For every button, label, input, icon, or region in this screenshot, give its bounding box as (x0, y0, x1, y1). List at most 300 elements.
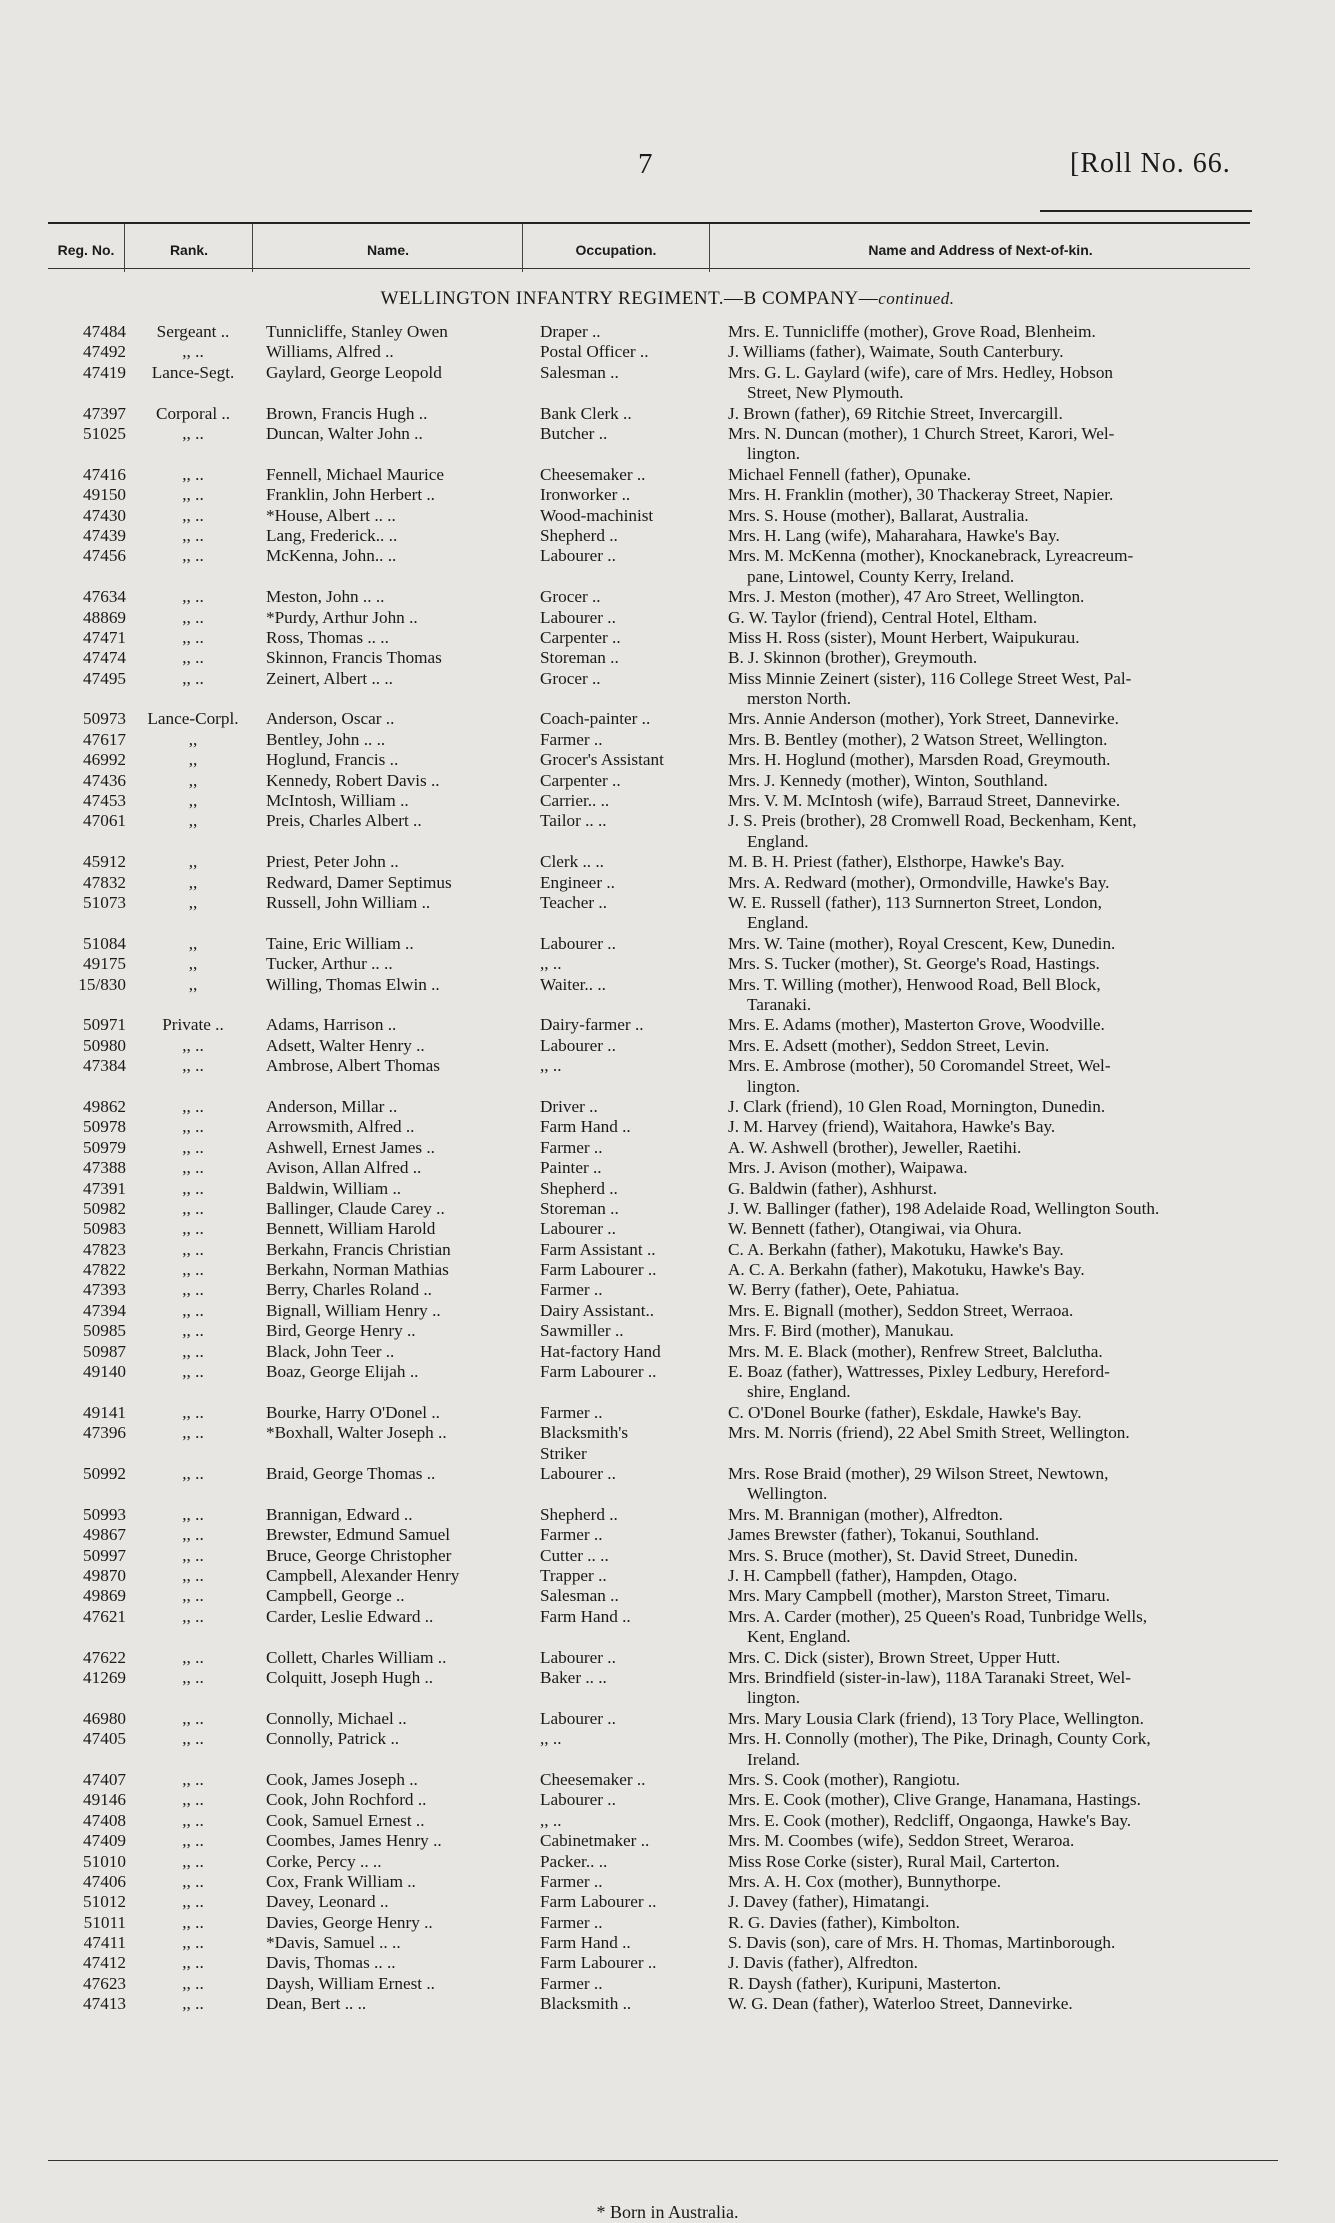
rank: ,, .. (182, 1239, 204, 1259)
soldier-name: Bentley, John .. .. (266, 729, 386, 749)
rank: ,, .. (182, 1158, 204, 1178)
soldier-name: Cook, James Joseph .. (266, 1769, 418, 1789)
rank: ,, .. (182, 1729, 204, 1749)
occupation: Labourer .. (540, 1708, 616, 1728)
occupation: Storeman .. (540, 1198, 619, 1218)
table-row (0, 342, 1335, 362)
soldier-name: Berkahn, Norman Mathias (266, 1260, 449, 1280)
reg-number: 45912 (83, 852, 126, 872)
soldier-name: Arrowsmith, Alfred .. (266, 1117, 415, 1137)
occupation: Farm Hand .. (540, 1117, 631, 1137)
reg-number: 47492 (83, 342, 126, 362)
rank: ,, .. (182, 1667, 204, 1687)
soldier-name: Anderson, Millar .. (266, 1096, 398, 1116)
rank: ,, (188, 729, 198, 749)
next-of-kin-continued: lington. (747, 1076, 800, 1096)
table-row (0, 1994, 1335, 2014)
occupation: Waiter.. .. (540, 974, 606, 994)
rank: ,, .. (182, 1851, 204, 1871)
next-of-kin-continued: Wellington. (747, 1484, 828, 1504)
next-of-kin: Mrs. Annie Anderson (mother), York Street, Dannevirke. (728, 709, 1119, 729)
next-of-kin: M. B. H. Priest (father), Elsthorpe, Hawke's Bay. (728, 852, 1065, 872)
soldier-name: Duncan, Walter John .. (266, 423, 423, 443)
table-row (0, 954, 1335, 974)
table-row (0, 1913, 1335, 1933)
soldier-name: Bird, George Henry .. (266, 1321, 416, 1341)
soldier-name: Preis, Charles Albert .. (266, 811, 422, 831)
reg-number: 50987 (83, 1341, 126, 1361)
soldier-name: Colquitt, Joseph Hugh .. (266, 1667, 434, 1687)
soldier-name: Cook, John Rochford .. (266, 1790, 427, 1810)
next-of-kin: Mrs. B. Bentley (mother), 2 Watson Street, Wellington. (728, 729, 1108, 749)
occupation: Farmer .. (540, 1137, 603, 1157)
table-row (0, 404, 1335, 424)
roll-label: [Roll No. 66. (1070, 148, 1231, 179)
occupation: Labourer .. (540, 607, 616, 627)
next-of-kin: Mrs. M. Brannigan (mother), Alfredton. (728, 1504, 1003, 1524)
occupation: Engineer .. (540, 872, 615, 892)
rank: Private .. (162, 1015, 224, 1035)
rank: ,, .. (182, 1321, 204, 1341)
table-row (0, 1668, 1335, 1709)
next-of-kin: Mrs. Brindfield (sister-in-law), 118A Taranaki Street, Wel- (728, 1667, 1131, 1687)
occupation: Teacher .. (540, 893, 608, 913)
next-of-kin: Michael Fennell (father), Opunake. (728, 464, 971, 484)
soldier-name: Collett, Charles William .. (266, 1647, 447, 1667)
soldier-name: Williams, Alfred .. (266, 342, 394, 362)
occupation: Carrier.. .. (540, 791, 610, 811)
table-row (0, 1464, 1335, 1505)
occupation: Draper .. (540, 322, 601, 341)
soldier-name: Brewster, Edmund Samuel (266, 1525, 451, 1545)
next-of-kin: Mrs. Rose Braid (mother), 29 Wilson Street, Newtown, (728, 1464, 1109, 1484)
next-of-kin: Mrs. S. House (mother), Ballarat, Australia. (728, 505, 1029, 525)
table-row (0, 1566, 1335, 1586)
soldier-name: Ballinger, Claude Carey .. (266, 1198, 445, 1218)
occupation: Grocer .. (540, 668, 601, 688)
next-of-kin: C. O'Donel Bourke (father), Eskdale, Hawke's Bay. (728, 1402, 1082, 1422)
table-row (0, 852, 1335, 872)
table-row (0, 1423, 1335, 1464)
table-row (0, 1790, 1335, 1810)
next-of-kin: Mrs. H. Lang (wife), Maharahara, Hawke's Bay. (728, 525, 1060, 545)
rank: ,, .. (182, 587, 204, 607)
reg-number: 47436 (83, 770, 126, 790)
table-row (0, 546, 1335, 587)
next-of-kin: Mrs. H. Hoglund (mother), Marsden Road, Greymouth. (728, 750, 1111, 770)
next-of-kin: A. C. A. Berkahn (father), Makotuku, Hawke's Bay. (728, 1260, 1085, 1280)
table-row (0, 1097, 1335, 1117)
column-divider (124, 224, 125, 272)
reg-number: 41269 (83, 1667, 126, 1687)
table-row (0, 1260, 1335, 1280)
rank: ,, .. (182, 1260, 204, 1280)
soldier-name: Taine, Eric William .. (266, 933, 414, 953)
reg-number: 47439 (83, 525, 126, 545)
rank: ,, .. (182, 1096, 204, 1116)
reg-number: 46980 (83, 1708, 126, 1728)
rank: ,, (188, 974, 198, 994)
reg-number: 47822 (83, 1260, 126, 1280)
next-of-kin: J. M. Harvey (friend), Waitahora, Hawke's Bay. (728, 1117, 1056, 1137)
occupation: Blacksmith .. (540, 1994, 632, 2014)
occupation: Dairy-farmer .. (540, 1015, 644, 1035)
soldier-name: Bennett, William Harold (266, 1219, 436, 1239)
table-row (0, 1770, 1335, 1790)
reg-number: 47405 (83, 1729, 126, 1749)
reg-number: 47396 (83, 1423, 126, 1443)
table-row (0, 1280, 1335, 1300)
reg-number: 47832 (83, 872, 126, 892)
reg-number: 47394 (83, 1300, 126, 1320)
next-of-kin: J. S. Preis (brother), 28 Cromwell Road, Beckenham, Kent, (728, 811, 1137, 831)
reg-number: 47617 (83, 729, 126, 749)
occupation: Labourer .. (540, 1464, 616, 1484)
next-of-kin: R. G. Davies (father), Kimbolton. (728, 1912, 960, 1932)
rank: Corporal .. (156, 403, 230, 423)
reg-number: 49867 (83, 1525, 126, 1545)
rank: ,, .. (182, 1606, 204, 1626)
next-of-kin: Mrs. A. Carder (mother), 25 Queen's Road, Tunbridge Wells, (728, 1606, 1148, 1626)
occupation: Salesman .. (540, 362, 619, 382)
reg-number: 48869 (83, 607, 126, 627)
reg-number: 49150 (83, 485, 126, 505)
reg-number: 47474 (83, 648, 126, 668)
next-of-kin-continued: pane, Lintowel, County Kerry, Ireland. (747, 566, 1015, 586)
next-of-kin: J. Brown (father), 69 Ritchie Street, Invercargill. (728, 403, 1063, 423)
next-of-kin: Mrs. M. E. Black (mother), Renfrew Street, Balclutha. (728, 1341, 1103, 1361)
table-row (0, 1321, 1335, 1341)
next-of-kin: Mrs. J. Avison (mother), Waipawa. (728, 1158, 968, 1178)
next-of-kin: J. H. Campbell (father), Hampden, Otago. (728, 1566, 1018, 1585)
next-of-kin: J. W. Ballinger (father), 198 Adelaide Road, Wellington South. (728, 1198, 1160, 1218)
soldier-name: Franklin, John Herbert .. (266, 485, 435, 505)
next-of-kin: Mrs. A. H. Cox (mother), Bunnythorpe. (728, 1871, 1002, 1891)
rank: ,, .. (182, 607, 204, 627)
table-row (0, 1872, 1335, 1892)
table-row (0, 1525, 1335, 1545)
column-header-name: Name. (366, 242, 410, 258)
soldier-name: Adsett, Walter Henry .. (266, 1035, 425, 1055)
rank: ,, .. (182, 505, 204, 525)
occupation: Cheesemaker .. (540, 464, 646, 484)
occupation: Packer.. .. (540, 1851, 608, 1871)
column-divider (709, 224, 710, 272)
next-of-kin: R. Daysh (father), Kuripuni, Masterton. (728, 1973, 1002, 1993)
table-row (0, 975, 1335, 1016)
reg-number: 50985 (83, 1321, 126, 1341)
next-of-kin: Mrs. S. Cook (mother), Rangiotu. (728, 1769, 961, 1789)
soldier-name: Davey, Leonard .. (266, 1892, 389, 1912)
occupation: Blacksmith's (540, 1423, 629, 1443)
soldier-name: Lang, Frederick.. .. (266, 525, 398, 545)
next-of-kin: Mrs. S. Bruce (mother), St. David Street, Dunedin. (728, 1545, 1078, 1565)
table-row (0, 424, 1335, 465)
occupation: Labourer .. (540, 933, 616, 953)
next-of-kin: Mrs. M. Coombes (wife), Seddon Street, Weraroa. (728, 1831, 1075, 1851)
table-row (0, 893, 1335, 934)
next-of-kin: W. Bennett (father), Otangiwai, via Ohura. (728, 1219, 1022, 1239)
next-of-kin: Mrs. E. Ambrose (mother), 50 Coromandel Street, Wel- (728, 1056, 1111, 1076)
soldier-name: Willing, Thomas Elwin .. (266, 974, 440, 994)
occupation: Cheesemaker .. (540, 1769, 646, 1789)
next-of-kin-continued: shire, England. (747, 1382, 851, 1402)
header-top-rule (48, 222, 1250, 224)
soldier-name: Hoglund, Francis .. (266, 750, 399, 770)
table-row (0, 1219, 1335, 1239)
next-of-kin: W. Berry (father), Oete, Pahiatua. (728, 1280, 960, 1300)
table-row (0, 1138, 1335, 1158)
table-row (0, 1648, 1335, 1668)
reg-number: 51011 (83, 1912, 126, 1932)
next-of-kin: G. Baldwin (father), Ashhurst. (728, 1178, 938, 1198)
table-row (0, 648, 1335, 668)
next-of-kin: James Brewster (father), Tokanui, Southland. (728, 1525, 1040, 1545)
footnote: * Born in Australia. (596, 2202, 739, 2222)
rank: ,, (188, 933, 198, 953)
occupation: Carpenter .. (540, 770, 621, 790)
rank: ,, .. (182, 1912, 204, 1932)
occupation: ,, .. (540, 954, 562, 974)
roll-table (0, 322, 1335, 2015)
table-row (0, 1933, 1335, 1953)
next-of-kin-continued: England. (747, 913, 809, 933)
next-of-kin: Mrs. H. Connolly (mother), The Pike, Drinagh, County Cork, (728, 1729, 1151, 1749)
rank: ,, .. (182, 1219, 204, 1239)
rank: ,, .. (182, 1341, 204, 1361)
column-header-rank: Rank. (169, 242, 209, 258)
next-of-kin: W. E. Russell (father), 113 Surnnerton Street, London, (728, 893, 1102, 913)
next-of-kin: J. Clark (friend), 10 Glen Road, Mornington, Dunedin. (728, 1096, 1106, 1116)
next-of-kin: B. J. Skinnon (brother), Greymouth. (728, 648, 978, 668)
soldier-name: Meston, John .. .. (266, 587, 385, 607)
table-row (0, 628, 1335, 648)
rank: ,, .. (182, 1769, 204, 1789)
table-row (0, 1974, 1335, 1994)
reg-number: 47384 (83, 1056, 126, 1076)
table-row (0, 873, 1335, 893)
next-of-kin: Mrs. E. Bignall (mother), Seddon Street, Werraoa. (728, 1300, 1074, 1320)
soldier-name: Tucker, Arthur .. .. (266, 954, 393, 974)
reg-number: 47408 (83, 1810, 126, 1830)
rank: ,, .. (182, 1708, 204, 1728)
rank: ,, .. (182, 1137, 204, 1157)
soldier-name: Bruce, George Christopher (266, 1545, 452, 1565)
table-row (0, 322, 1335, 342)
next-of-kin: Mrs. Mary Lousia Clark (friend), 13 Tory Place, Wellington. (728, 1708, 1144, 1728)
table-row (0, 730, 1335, 750)
next-of-kin: S. Davis (son), care of Mrs. H. Thomas, Martinborough. (728, 1933, 1116, 1953)
rank: Lance-Segt. (151, 362, 235, 382)
occupation-continued: Striker (540, 1443, 587, 1463)
soldier-name: Zeinert, Albert .. .. (266, 668, 393, 688)
rank: ,, .. (182, 668, 204, 688)
soldier-name: Anderson, Oscar .. (266, 709, 395, 729)
occupation: Farmer .. (540, 1280, 603, 1300)
reg-number: 51073 (83, 893, 126, 913)
next-of-kin: Mrs. M. McKenna (mother), Knockanebrack, Lyreacreum- (728, 546, 1134, 566)
rank: ,, .. (182, 1300, 204, 1320)
soldier-name: McKenna, John.. .. (266, 546, 397, 566)
soldier-name: Priest, Peter John .. (266, 852, 399, 872)
reg-number: 47430 (83, 505, 126, 525)
next-of-kin: Mrs. J. Meston (mother), 47 Aro Street, Wellington. (728, 587, 1085, 607)
soldier-name: Braid, George Thomas .. (266, 1464, 436, 1484)
reg-number: 47409 (83, 1831, 126, 1851)
occupation: Farmer .. (540, 1871, 603, 1891)
reg-number: 50982 (83, 1198, 126, 1218)
occupation: Baker .. .. (540, 1667, 607, 1687)
occupation: Farm Assistant .. (540, 1239, 656, 1259)
reg-number: 47406 (83, 1871, 126, 1891)
top-rule-short (1040, 210, 1252, 212)
occupation: Grocer .. (540, 587, 601, 607)
occupation: Clerk .. .. (540, 852, 604, 872)
table-row (0, 1403, 1335, 1423)
occupation: Ironworker .. (540, 485, 631, 505)
table-row (0, 1036, 1335, 1056)
table-row (0, 1729, 1335, 1770)
next-of-kin: Mrs. C. Dick (sister), Brown Street, Upper Hutt. (728, 1647, 1061, 1667)
occupation: Dairy Assistant.. (540, 1300, 655, 1320)
soldier-name: Dean, Bert .. .. (266, 1994, 367, 2014)
soldier-name: *House, Albert .. .. (266, 505, 396, 525)
rank: ,, .. (182, 1831, 204, 1851)
table-row (0, 1953, 1335, 1973)
table-row (0, 526, 1335, 546)
reg-number: 51025 (83, 423, 126, 443)
reg-number: 50997 (83, 1545, 126, 1565)
soldier-name: Fennell, Michael Maurice (266, 464, 445, 484)
table-row (0, 669, 1335, 710)
next-of-kin: Mrs. E. Cook (mother), Redcliff, Ongaonga, Hawke's Bay. (728, 1810, 1132, 1830)
next-of-kin-continued: Kent, England. (747, 1627, 851, 1647)
rank: ,, (188, 770, 198, 790)
table-row (0, 1831, 1335, 1851)
occupation: Labourer .. (540, 1790, 616, 1810)
soldier-name: Berkahn, Francis Christian (266, 1239, 451, 1259)
occupation: Bank Clerk .. (540, 403, 632, 423)
next-of-kin: Mrs. J. Kennedy (mother), Winton, Southland. (728, 770, 1048, 790)
next-of-kin: Miss Minnie Zeinert (sister), 116 College Street West, Pal- (728, 668, 1132, 688)
soldier-name: Tunnicliffe, Stanley Owen (266, 322, 448, 341)
reg-number: 47484 (83, 322, 126, 341)
rank: ,, .. (182, 1504, 204, 1524)
table-row (0, 1811, 1335, 1831)
table-row (0, 1709, 1335, 1729)
soldier-name: Baldwin, William .. (266, 1178, 402, 1198)
reg-number: 50993 (83, 1504, 126, 1524)
soldier-name: Adams, Harrison .. (266, 1015, 397, 1035)
rank: ,, .. (182, 1178, 204, 1198)
occupation: Labourer .. (540, 546, 616, 566)
reg-number: 47419 (83, 362, 126, 382)
occupation: Farmer .. (540, 1402, 603, 1422)
reg-number: 47416 (83, 464, 126, 484)
reg-number: 50978 (83, 1117, 126, 1137)
next-of-kin-continued: Ireland. (747, 1749, 800, 1769)
table-row (0, 811, 1335, 852)
occupation: Shepherd .. (540, 525, 618, 545)
reg-number: 47393 (83, 1280, 126, 1300)
occupation: Farmer .. (540, 729, 603, 749)
reg-number: 50973 (83, 709, 126, 729)
occupation: Farm Labourer .. (540, 1362, 657, 1382)
occupation: Cabinetmaker .. (540, 1831, 650, 1851)
reg-number: 49870 (83, 1566, 126, 1585)
next-of-kin: Mrs. F. Bird (mother), Manukau. (728, 1321, 954, 1341)
next-of-kin: Mrs. N. Duncan (mother), 1 Church Street, Karori, Wel- (728, 423, 1115, 443)
section-continued: continued. (878, 289, 955, 308)
rank: ,, (188, 893, 198, 913)
next-of-kin: Mrs. W. Taine (mother), Royal Crescent, Kew, Dunedin. (728, 933, 1116, 953)
occupation: Labourer .. (540, 1035, 616, 1055)
reg-number: 47388 (83, 1158, 126, 1178)
table-row (0, 1056, 1335, 1097)
table-row (0, 465, 1335, 485)
reg-number: 50980 (83, 1035, 126, 1055)
table-row (0, 1199, 1335, 1219)
soldier-name: Campbell, Alexander Henry (266, 1566, 460, 1585)
next-of-kin-continued: Street, New Plymouth. (747, 383, 904, 403)
column-divider (252, 224, 253, 272)
reg-number: 50971 (83, 1015, 126, 1035)
reg-number: 49141 (83, 1402, 126, 1422)
table-row (0, 934, 1335, 954)
soldier-name: Brown, Francis Hugh .. (266, 403, 428, 423)
rank: ,, .. (182, 342, 204, 362)
occupation: Farm Labourer .. (540, 1892, 657, 1912)
soldier-name: Brannigan, Edward .. (266, 1504, 413, 1524)
soldier-name: Gaylard, George Leopold (266, 362, 442, 382)
reg-number: 47412 (83, 1953, 126, 1973)
table-row (0, 1505, 1335, 1525)
table-row (0, 1117, 1335, 1137)
rank: ,, .. (182, 546, 204, 566)
occupation: ,, .. (540, 1056, 562, 1076)
next-of-kin: Mrs. E. Cook (mother), Clive Grange, Hanamana, Hastings. (728, 1790, 1141, 1810)
soldier-name: *Davis, Samuel .. .. (266, 1933, 401, 1953)
rank: ,, (188, 811, 198, 831)
occupation: Coach-painter .. (540, 709, 651, 729)
occupation: Postal Officer .. (540, 342, 649, 362)
occupation: Carpenter .. (540, 627, 621, 647)
table-row (0, 1179, 1335, 1199)
soldier-name: Bourke, Harry O'Donel .. (266, 1402, 440, 1422)
reg-number: 15/830 (78, 974, 126, 994)
soldier-name: Davis, Thomas .. .. (266, 1953, 396, 1973)
table-row (0, 709, 1335, 729)
reg-number: 51012 (83, 1892, 126, 1912)
rank: ,, .. (182, 648, 204, 668)
rank: ,, .. (182, 1464, 204, 1484)
occupation: Salesman .. (540, 1586, 619, 1606)
occupation: Driver .. (540, 1096, 598, 1116)
reg-number: 49869 (83, 1586, 126, 1606)
rank: Sergeant .. (156, 322, 230, 341)
rank: ,, (188, 750, 198, 770)
reg-number: 50992 (83, 1464, 126, 1484)
column-header-occupation: Occupation. (575, 242, 657, 258)
next-of-kin: Mrs. E. Tunnicliffe (mother), Grove Road, Blenheim. (728, 322, 1096, 341)
occupation: Butcher .. (540, 423, 608, 443)
rank: ,, .. (182, 1810, 204, 1830)
rank: ,, .. (182, 423, 204, 443)
soldier-name: Carder, Leslie Edward .. (266, 1606, 434, 1626)
rank: ,, .. (182, 485, 204, 505)
rank: ,, .. (182, 1280, 204, 1300)
rank: ,, .. (182, 627, 204, 647)
